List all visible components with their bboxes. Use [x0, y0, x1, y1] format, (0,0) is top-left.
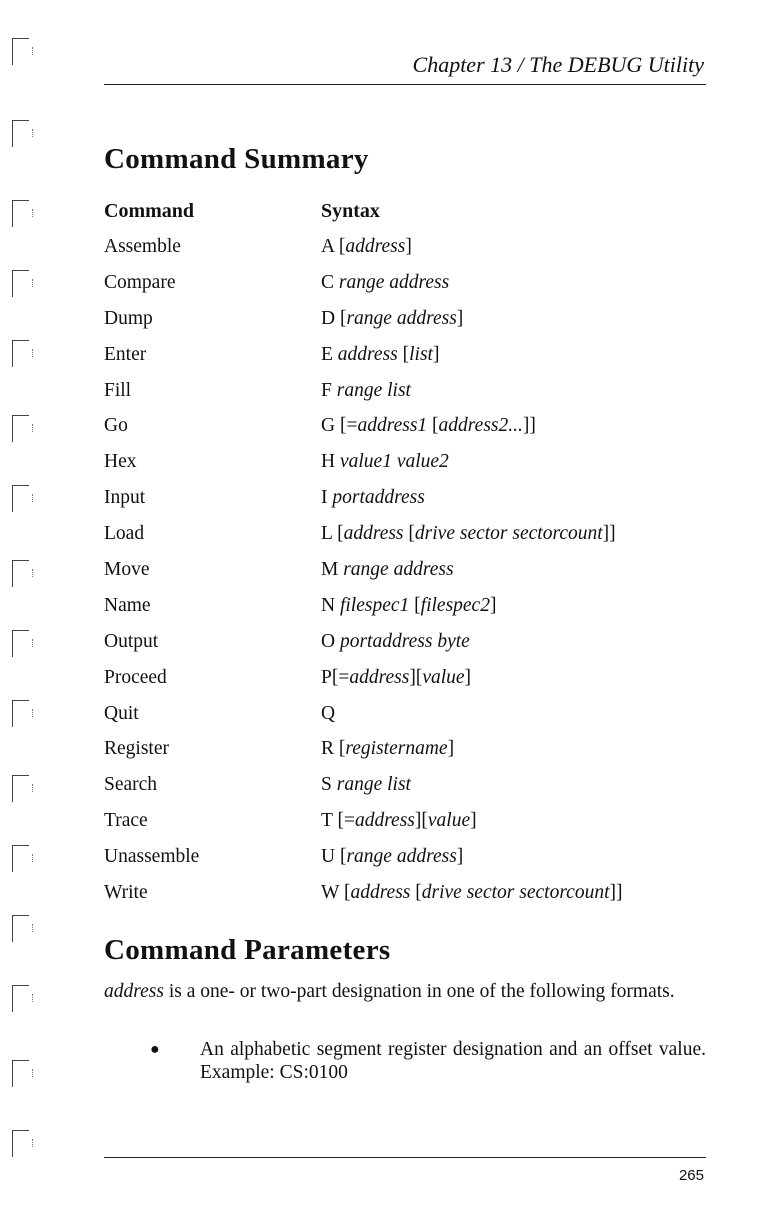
page-number: 265: [678, 1167, 704, 1184]
binder-mark: [12, 120, 29, 147]
command-name: Move: [104, 559, 150, 581]
table-row: [104, 380, 704, 416]
table-row: [104, 738, 704, 774]
binder-mark: [12, 1130, 29, 1157]
command-name: Input: [104, 487, 146, 509]
command-syntax: W [address [drive sector sectorcount]]: [321, 882, 623, 904]
command-syntax: Q: [321, 702, 336, 724]
binder-mark: [12, 270, 29, 297]
command-name: Hex: [104, 451, 137, 473]
command-name: Name: [104, 594, 151, 616]
table-row: [104, 774, 704, 810]
column-header-command: Command: [104, 200, 195, 222]
binder-mark: [12, 775, 29, 802]
command-syntax: R [registername]: [321, 738, 455, 760]
binder-mark: [12, 415, 29, 442]
table-row: [104, 810, 704, 846]
command-name: Output: [104, 630, 159, 652]
bullet-icon: ●: [150, 1041, 160, 1058]
command-name: Unassemble: [104, 846, 200, 868]
command-syntax: O portaddress byte: [321, 630, 470, 652]
table-row: [104, 523, 704, 559]
parameter-term: address: [104, 981, 164, 1002]
table-row: [104, 667, 704, 703]
binder-mark: [12, 985, 29, 1012]
table-row: [104, 344, 704, 380]
binder-mark: [12, 340, 29, 367]
command-syntax: N filespec1 [filespec2]: [321, 594, 497, 616]
command-name: Trace: [104, 810, 148, 832]
address-definition: [104, 980, 706, 1003]
command-syntax: A [address]: [321, 236, 412, 257]
table-row: [104, 882, 704, 918]
column-header-syntax: Syntax: [321, 200, 380, 222]
header-rule: [104, 84, 706, 85]
binder-mark: [12, 915, 29, 942]
footer-rule: [104, 1157, 706, 1158]
running-header: Chapter 13 / The DEBUG Utility: [412, 52, 704, 77]
binder-mark: [12, 630, 29, 657]
command-summary-heading: Command Summary: [104, 143, 369, 175]
command-name: Enter: [104, 343, 147, 365]
bullet-text: An alphabetic segment register designation and an offset value. Example: CS:0100: [200, 1039, 706, 1083]
command-syntax: M range address: [321, 559, 454, 581]
table-row: [104, 308, 704, 344]
command-name: Go: [104, 415, 128, 437]
command-syntax: C range address: [321, 271, 450, 293]
binder-mark: [12, 845, 29, 872]
table-row: [104, 846, 704, 882]
command-syntax: F range list: [321, 379, 411, 401]
command-syntax: U [range address]: [321, 846, 464, 868]
binder-mark: [12, 700, 29, 727]
command-name: Dump: [104, 307, 153, 329]
command-name: Proceed: [104, 666, 167, 688]
command-syntax: L [address [drive sector sectorcount]]: [321, 523, 616, 545]
command-name: Load: [104, 523, 145, 545]
command-name: Search: [104, 774, 158, 796]
command-syntax: P[=address][value]: [321, 666, 472, 688]
table-row: [104, 272, 704, 308]
table-row: [104, 703, 704, 739]
command-name: Compare: [104, 271, 176, 293]
command-syntax: I portaddress: [321, 487, 425, 509]
table-row: [104, 559, 704, 595]
table-row: [104, 595, 704, 631]
table-row: [104, 631, 704, 667]
table-row: [104, 236, 704, 272]
command-syntax: T [=address][value]: [321, 810, 477, 832]
command-name: Register: [104, 738, 169, 760]
table-row: [104, 487, 704, 523]
command-name: Fill: [104, 379, 132, 401]
command-name: Quit: [104, 702, 139, 724]
command-name: Assemble: [104, 236, 181, 257]
binder-mark: [12, 1060, 29, 1087]
command-syntax: D [range address]: [321, 307, 464, 329]
command-name: Write: [104, 882, 148, 904]
binder-mark: [12, 200, 29, 227]
command-syntax: G [=address1 [address2...]]: [321, 415, 536, 437]
binder-mark: [12, 485, 29, 512]
table-row: [104, 415, 704, 451]
table-row: [104, 451, 704, 487]
command-syntax: E address [list]: [321, 343, 440, 365]
parameter-definition: is a one- or two-part designation in one of the following formats.: [168, 981, 675, 1002]
command-parameters-heading: Command Parameters: [104, 934, 391, 966]
binder-mark: [12, 38, 29, 65]
command-table: [104, 236, 704, 918]
command-syntax: H value1 value2: [321, 451, 449, 473]
list-item: [150, 1038, 706, 1084]
binder-mark: [12, 560, 29, 587]
command-syntax: S range list: [321, 774, 411, 796]
